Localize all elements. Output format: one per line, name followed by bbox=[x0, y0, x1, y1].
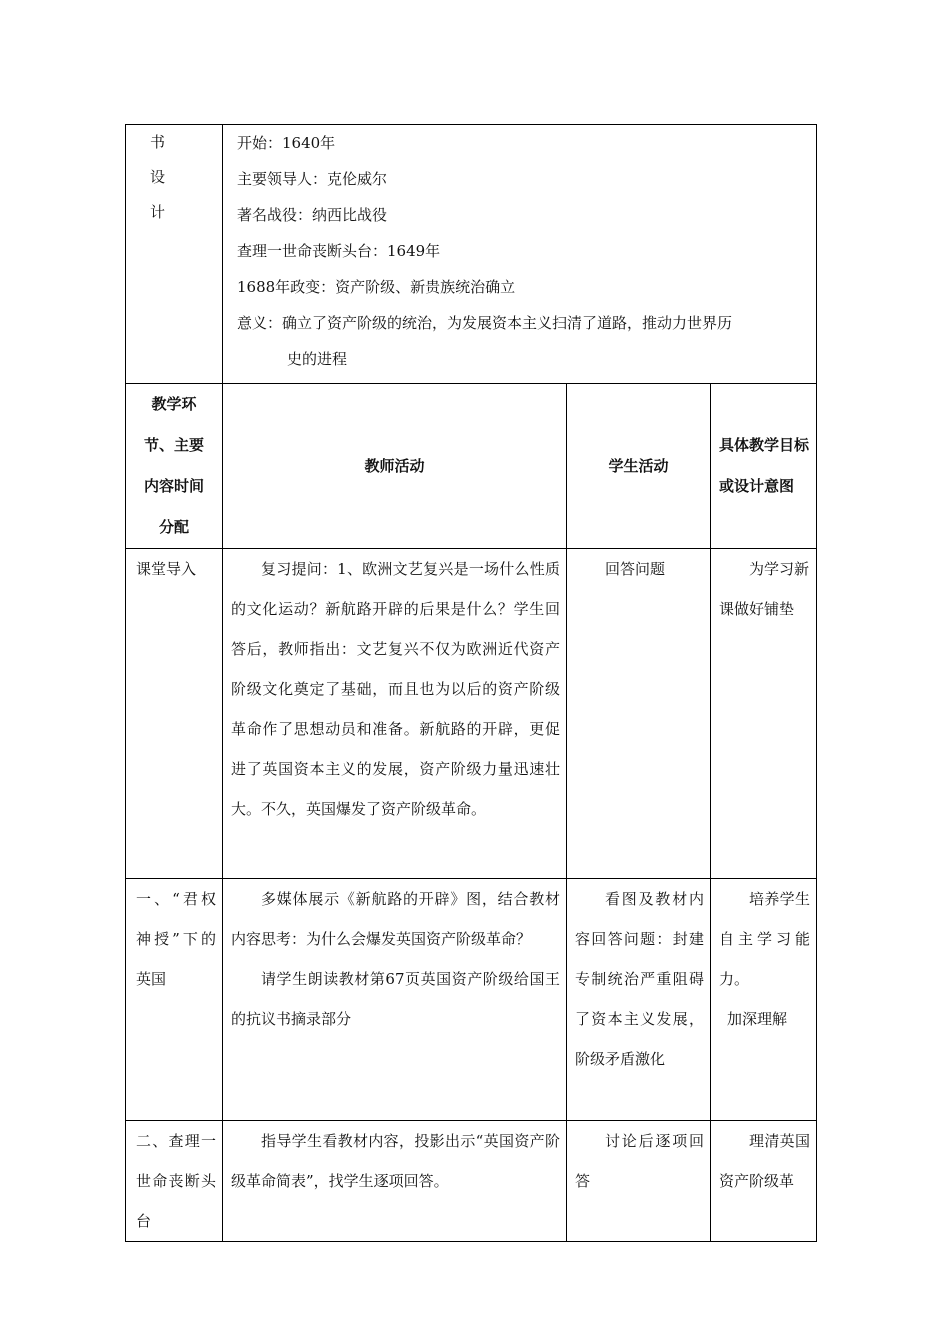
row-goal bbox=[711, 879, 817, 1121]
teacher-paragraph: 请学生朗读教材第67页英国资产阶级给国王的抗议书摘录部分 bbox=[231, 970, 560, 1028]
header-teacher: 教师活动 bbox=[223, 384, 567, 549]
row-student-activity bbox=[567, 1121, 711, 1242]
student-paragraph: 讨论后逐项回答 bbox=[575, 1132, 704, 1190]
board-design-row bbox=[126, 125, 817, 384]
lesson-plan-table bbox=[125, 124, 817, 1242]
row-goal bbox=[711, 549, 817, 879]
header-goal: 具体教学目标或设计意图 bbox=[711, 384, 817, 549]
board-line-execution: 查理一世命丧断头台：1649年 bbox=[237, 242, 441, 260]
row-section: 课堂导入 bbox=[126, 549, 223, 879]
board-line-battle: 著名战役：纳西比战役 bbox=[237, 206, 388, 224]
board-design-label bbox=[126, 125, 223, 384]
row-section: 一、“君权神授”下的英国 bbox=[126, 879, 223, 1121]
row-student-activity bbox=[567, 549, 711, 879]
board-label-char: 书 bbox=[150, 133, 166, 151]
teacher-paragraph: 复习提问：1、欧洲文艺复兴是一场什么性质的文化运动？新航路开辟的后果是什么？学生回答后，教师指出：文艺复兴不仅为欧洲近代资产阶级文化奠定了基础，而且也为以后的资产阶级革命作了思想动员和准备。新航路的开辟，更促进了英国资本主义的发展，资产阶级力量迅速壮大。不久，英国爆发了资产阶级革命。 bbox=[231, 560, 560, 818]
board-line-start: 开始：1640年 bbox=[237, 134, 336, 152]
goal-paragraph: 理清英国资产阶级革 bbox=[719, 1132, 810, 1190]
board-label-char: 计 bbox=[150, 203, 166, 221]
board-label-char: 设 bbox=[150, 168, 166, 186]
header-section: 教学环节、主要内容时间分配 bbox=[126, 384, 223, 549]
table-row bbox=[126, 1121, 817, 1242]
teacher-paragraph: 指导学生看教材内容，投影出示“英国资产阶级革命简表”，找学生逐项回答。 bbox=[231, 1132, 560, 1190]
row-section: 二、查理一世命丧断头台 bbox=[126, 1121, 223, 1242]
row-teacher-activity bbox=[223, 879, 567, 1121]
teacher-paragraph: 多媒体展示《新航路的开辟》图，结合教材内容思考：为什么会爆发英国资产阶级革命？ bbox=[231, 890, 560, 948]
student-paragraph: 看图及教材内容回答问题：封建专制统治严重阻碍了资本主义发展，阶级矛盾激化 bbox=[575, 890, 704, 1068]
goal-paragraph: 加深理解 bbox=[727, 1010, 788, 1028]
goal-paragraph: 为学习新课做好铺垫 bbox=[719, 560, 810, 618]
row-teacher-activity bbox=[223, 549, 567, 879]
board-design-content bbox=[223, 125, 817, 384]
board-line-leader: 主要领导人：克伦威尔 bbox=[237, 170, 388, 188]
header-student: 学生活动 bbox=[567, 384, 711, 549]
table-row bbox=[126, 549, 817, 879]
row-goal bbox=[711, 1121, 817, 1242]
row-teacher-activity bbox=[223, 1121, 567, 1242]
row-student-activity bbox=[567, 879, 711, 1121]
board-line-significance-cont: 史的进程 bbox=[287, 350, 348, 368]
student-paragraph: 回答问题 bbox=[605, 560, 666, 578]
goal-paragraph: 培养学生自主学习能力。 bbox=[719, 890, 810, 988]
board-line-significance: 意义：确立了资产阶级的统治，为发展资本主义扫清了道路，推动力世界历 bbox=[237, 314, 733, 332]
header-row bbox=[126, 384, 817, 549]
board-line-1688: 1688年政变：资产阶级、新贵族统治确立 bbox=[237, 278, 516, 296]
table-row bbox=[126, 879, 817, 1121]
